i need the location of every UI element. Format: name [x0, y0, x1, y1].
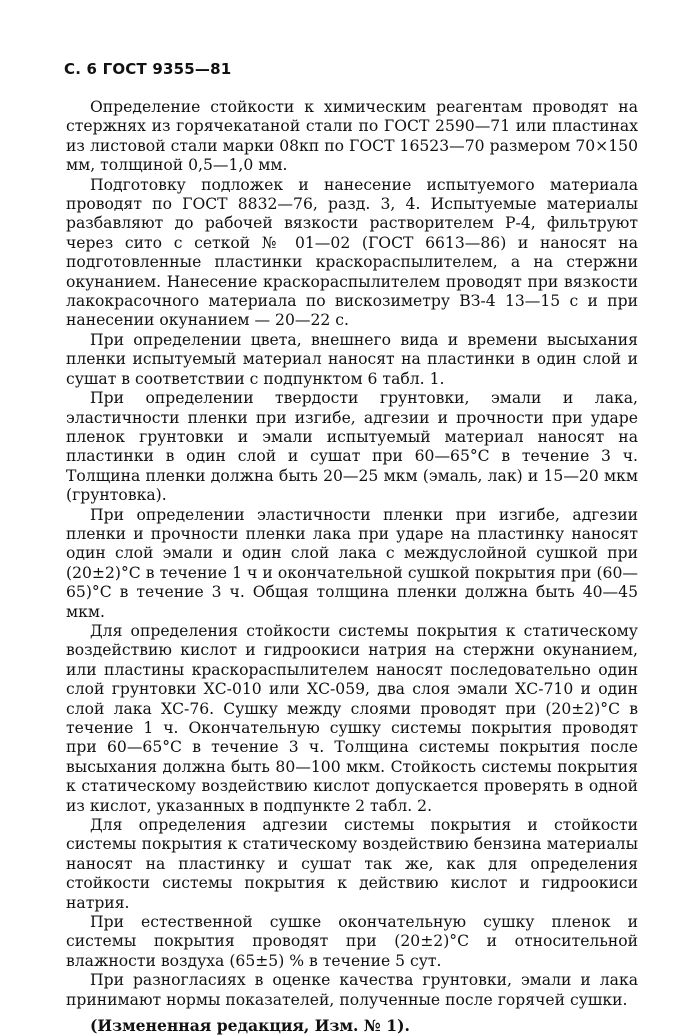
- paragraph-color-drying: При определении цвета, внешнего вида и времени высыхания пленки испытуемый материал наносят на пластинки в один слой и сушат в соответствии с подпунктом 6 табл. 1.: [66, 330, 638, 388]
- paragraph-hardness-elasticity: При определении твердости грунтовки, эмали и лака, эластичности пленки при изгибе, адгезии и прочности при ударе пленок грунтовки и эмали испытуемый материал наносят на пластинки в один слой и сушат при 60—65°С в течение 3 ч. Толщина пленки должна быть 20—25 мкм (эмаль, лак) и 15—20 мкм (грунтовка).: [66, 389, 638, 505]
- paragraph-substrate-preparation: Подготовку подложек и нанесение испытуемого материала проводят по ГОСТ 8832—76, разд. 3, 4. Испытуемые материалы разбавляют до рабочей вязкости растворителем Р-4, фильтруют через сито с сеткой № 01—02 (ГОСТ 6613—86) и наносят на подготовленные пластинки краскораспылителем, а на стержни окунанием. Нанесение краскораспылителем проводят при вязкости лакокрасочного материала по вискозиметру ВЗ-4 13—15 с и при нанесении окунанием — 20—22 с.: [66, 175, 638, 330]
- paragraph-chemical-resistance: Определение стойкости к химическим реагентам проводят на стержнях из горячекатаной стали по ГОСТ 2590—71 или пластинах из листовой стали марки 08кп по ГОСТ 16523—70 размером 70×150 мм, толщиной 0,5—1,0 мм.: [66, 98, 638, 175]
- paragraph-natural-drying: При естественной сушке окончательную сушку пленок и системы покрытия проводят при (20±2)°С и относительной влажности воздуха (65±5) % в течение 5 сут.: [66, 913, 638, 970]
- document-body: [66, 98, 638, 1036]
- page-header: С. 6 ГОСТ 9355—81: [64, 60, 232, 78]
- paragraph-disagreements: При разногласиях в оценке качества грунтовки, эмали и лака принимают нормы показателей, полученные после горячей сушки.: [66, 971, 638, 1009]
- edition-note: (Измененная редакция, Изм. № 1).: [90, 1016, 410, 1036]
- paragraph-lacquer-impact: При определении эластичности пленки при изгибе, адгезии пленки и прочности пленки лака при ударе на пластинку наносят один слой эмали и один слой лака с междуслойной сушкой при (20±2)°С в течение 1 ч и окончательной сушкой покрытия при (60—65)°С в течение 3 ч. Общая толщина пленки должна быть 40—45 мкм.: [66, 505, 638, 621]
- paragraph-system-acid-resistance: Для определения стойкости системы покрытия к статическому воздействию кислот и гидроокиси натрия на стержни окунанием, или пластины краскораспылителем наносят последовательно один слой грунтовки ХС-010 или ХС-059, два слоя эмали ХС-710 и один слой лака ХС-76. Сушку между слоями проводят при (20±2)°С в течение 1 ч. Окончательную сушку системы покрытия проводят при 60—65°С в течение 3 ч. Толщина системы покрытия после высыхания должна быть 80—100 мкм. Стойкость системы покрытия к статическому воздействию кислот допускается проверять в одной из кислот, указанных в подпункте 2 табл. 2.: [66, 621, 638, 815]
- paragraph-system-gasoline: Для определения адгезии системы покрытия и стойкости системы покрытия к статическому воздействию бензина материалы наносят на пластинку и сушат так же, как для определения стойкости системы покрытия к действию кислот и гидроокиси натрия.: [66, 816, 638, 912]
